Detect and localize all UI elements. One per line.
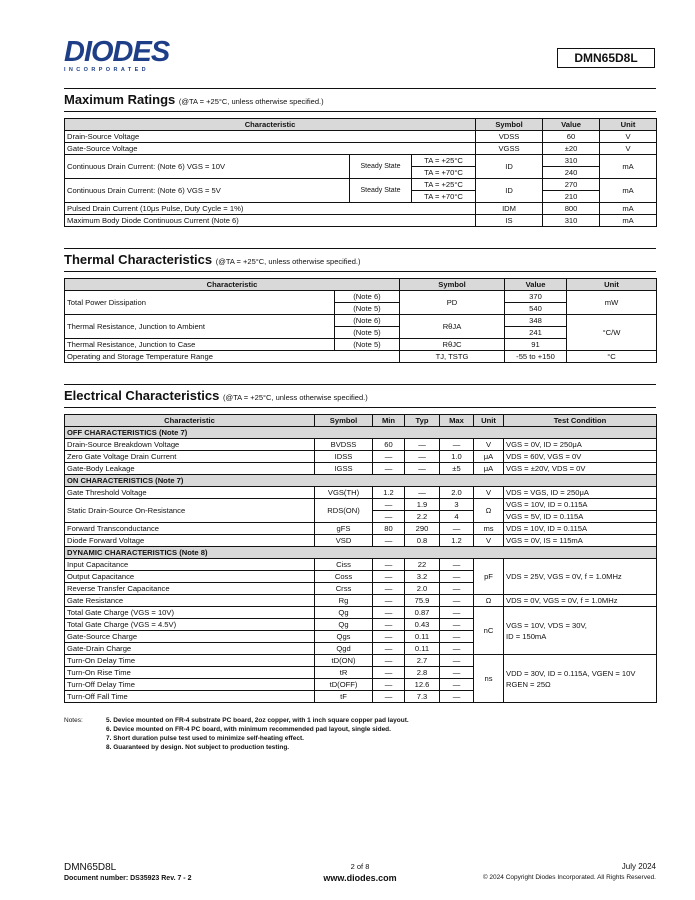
cell-unit: °C/W: [567, 315, 657, 351]
cell-note: (Note 6): [335, 291, 400, 303]
part-number-box: DMN65D8L: [557, 48, 655, 68]
cell-symbol: PD: [400, 291, 505, 315]
table-row: [65, 179, 657, 191]
cell-symbol: VGS(TH): [315, 487, 373, 499]
cell-char: Static Drain-Source On-Resistance: [65, 499, 315, 523]
cell-char: Total Power Dissipation: [65, 291, 335, 315]
cell-state: Steady State: [350, 155, 412, 179]
cell-cond: VDS = 10V, ID = 0.115A: [504, 523, 657, 535]
cell-typ: 0.11: [405, 631, 440, 643]
cell-char: Turn-On Delay Time: [65, 655, 315, 667]
cell-unit: ms: [474, 523, 504, 535]
cell-max: —: [440, 595, 474, 607]
cell-char: Input Capacitance: [65, 559, 315, 571]
cell-unit: °C: [567, 351, 657, 363]
table-row: [65, 595, 657, 607]
cell-char: Diode Forward Voltage: [65, 535, 315, 547]
thermal-condition: (@TA = +25°C, unless otherwise specified.): [215, 257, 361, 266]
section-rule: [64, 384, 656, 385]
table-row: [65, 155, 657, 167]
cell-cond: VDS = 0V, VGS = 0V, f = 1.0MHz: [504, 595, 657, 607]
cell-value: 540: [505, 303, 567, 315]
cell-cond: VDS = VGS, ID = 250μA: [504, 487, 657, 499]
table-row: [65, 131, 657, 143]
cell-min: —: [373, 451, 405, 463]
thermal-table: [64, 278, 657, 363]
cell-cond: VGS = 0V, ID = 250μA: [504, 439, 657, 451]
cell-min: —: [373, 619, 405, 631]
cell-symbol: Qg: [315, 607, 373, 619]
header-min: Min: [373, 415, 405, 427]
table-header-row: [65, 415, 657, 427]
section-title: [64, 252, 656, 272]
header-characteristic: Characteristic: [65, 415, 315, 427]
cell-char: Drain-Source Breakdown Voltage: [65, 439, 315, 451]
cell-char: Forward Transconductance: [65, 523, 315, 535]
cell-unit: μA: [474, 463, 504, 475]
cell-value: 241: [505, 327, 567, 339]
cell-unit: pF: [474, 559, 504, 595]
cell-min: —: [373, 607, 405, 619]
cell-char: Gate Resistance: [65, 595, 315, 607]
cell-temp: TA = +70°C: [412, 191, 476, 203]
note-item: 7. Short duration pulse test used to minimize self-heating effect.: [106, 735, 304, 742]
cell-min: —: [373, 559, 405, 571]
cell-symbol: BVDSS: [315, 439, 373, 451]
cell-min: —: [373, 535, 405, 547]
table-row: [65, 607, 657, 619]
cell-max: —: [440, 607, 474, 619]
cell-unit: V: [600, 143, 657, 155]
cell-typ: 7.3: [405, 691, 440, 703]
cell-char: Thermal Resistance, Junction to Case: [65, 339, 335, 351]
footer-date: July 2024: [621, 862, 656, 871]
cell-typ: —: [405, 463, 440, 475]
cell-min: —: [373, 655, 405, 667]
note-item: 6. Device mounted on FR-4 PC board, with minimum recommended pad layout, single sided.: [106, 726, 391, 733]
cell-typ: 0.43: [405, 619, 440, 631]
cell-min: —: [373, 631, 405, 643]
footer-part-number: DMN65D8L: [64, 862, 117, 873]
cell-unit: mA: [600, 203, 657, 215]
cell-symbol: VGSS: [476, 143, 543, 155]
cell-char: Total Gate Charge (VGS = 10V): [65, 607, 315, 619]
cell-max: —: [440, 571, 474, 583]
cell-typ: 0.11: [405, 643, 440, 655]
header-typ: Typ: [405, 415, 440, 427]
footer-page-number: 2 of 8: [350, 862, 370, 871]
diodes-logo: [64, 38, 184, 73]
cell-min: —: [373, 511, 405, 523]
cell-min: —: [373, 667, 405, 679]
cell-char: Gate-Source Charge: [65, 631, 315, 643]
cell-unit: mA: [600, 155, 657, 179]
cell-typ: 0.8: [405, 535, 440, 547]
cell-char: Gate-Body Leakage: [65, 463, 315, 475]
cond-line: RGEN = 25Ω: [506, 679, 551, 689]
thermal-title: Thermal Characteristics: [64, 252, 213, 267]
cell-unit: V: [474, 439, 504, 451]
cell-symbol: ID: [476, 179, 543, 203]
group-label: DYNAMIC CHARACTERISTICS (Note 8): [65, 547, 657, 559]
cell-min: —: [373, 499, 405, 511]
table-row: [65, 499, 657, 511]
max-ratings-title: Maximum Ratings: [64, 92, 176, 107]
cell-char: Thermal Resistance, Junction to Ambient: [65, 315, 335, 339]
cell-max: ±5: [440, 463, 474, 475]
max-ratings-table: [64, 118, 657, 227]
cell-typ: 290: [405, 523, 440, 535]
max-ratings-section: [64, 88, 656, 227]
cell-symbol: Rg: [315, 595, 373, 607]
logo-subtitle: INCORPORATED: [64, 67, 150, 73]
cell-typ: —: [405, 439, 440, 451]
header-characteristic: Characteristic: [65, 279, 400, 291]
cell-max: —: [440, 559, 474, 571]
section-title: [64, 92, 656, 112]
cell-unit: V: [600, 131, 657, 143]
cell-typ: 75.9: [405, 595, 440, 607]
table-row: [65, 439, 657, 451]
header-symbol: Symbol: [476, 119, 543, 131]
cell-max: 4: [440, 511, 474, 523]
cell-temp: TA = +25°C: [412, 155, 476, 167]
cell-min: 1.2: [373, 487, 405, 499]
cell-typ: 1.9: [405, 499, 440, 511]
cell-max: —: [440, 643, 474, 655]
cell-symbol: IGSS: [315, 463, 373, 475]
cell-typ: 2.0: [405, 583, 440, 595]
cell-unit: Ω: [474, 499, 504, 523]
header-unit: Unit: [600, 119, 657, 131]
cell-max: —: [440, 583, 474, 595]
table-row: [65, 351, 657, 363]
group-label: ON CHARACTERISTICS (Note 7): [65, 475, 657, 487]
cell-char: Gate-Drain Charge: [65, 643, 315, 655]
electrical-section: [64, 384, 656, 703]
table-row: [65, 143, 657, 155]
cell-value: -55 to +150: [505, 351, 567, 363]
cell-char: Reverse Transfer Capacitance: [65, 583, 315, 595]
cell-symbol: IDSS: [315, 451, 373, 463]
cond-line: VGS = 10V, VDS = 30V,: [506, 620, 587, 630]
cell-note: (Note 5): [335, 327, 400, 339]
cell-unit: Ω: [474, 595, 504, 607]
cell-typ: 0.87: [405, 607, 440, 619]
cell-value: 270: [543, 179, 600, 191]
section-title: [64, 388, 656, 408]
cell-cond: [504, 655, 657, 703]
section-rule: [64, 248, 656, 249]
table-row: [65, 523, 657, 535]
cell-value: 370: [505, 291, 567, 303]
table-header-row: [65, 279, 657, 291]
cell-char: Continuous Drain Current: (Note 6) VGS = 5V: [65, 179, 350, 203]
header-symbol: Symbol: [400, 279, 505, 291]
table-row: [65, 291, 657, 303]
cell-symbol: tR: [315, 667, 373, 679]
cell-char: Maximum Body Diode Continuous Current (Note 6): [65, 215, 476, 227]
cond-line: ID = 150mA: [506, 631, 547, 641]
cell-min: —: [373, 463, 405, 475]
cell-cond: VDS = 60V, VGS = 0V: [504, 451, 657, 463]
cell-max: 1.0: [440, 451, 474, 463]
cell-cond: VDS = 25V, VGS = 0V, f = 1.0MHz: [504, 559, 657, 595]
cell-value: 310: [543, 215, 600, 227]
cell-typ: 3.2: [405, 571, 440, 583]
cell-max: 1.2: [440, 535, 474, 547]
cell-symbol: tD(OFF): [315, 679, 373, 691]
cell-unit: mA: [600, 215, 657, 227]
cell-value: 91: [505, 339, 567, 351]
cell-temp: TA = +25°C: [412, 179, 476, 191]
cell-cond: [504, 607, 657, 655]
cell-max: —: [440, 619, 474, 631]
cell-typ: —: [405, 487, 440, 499]
cell-min: —: [373, 571, 405, 583]
cell-char: Total Gate Charge (VGS = 4.5V): [65, 619, 315, 631]
cell-symbol: IDM: [476, 203, 543, 215]
cell-char: Turn-Off Delay Time: [65, 679, 315, 691]
table-row: [65, 487, 657, 499]
cell-cond: VGS = 10V, ID = 0.115A: [504, 499, 657, 511]
cell-max: —: [440, 655, 474, 667]
cell-typ: 2.2: [405, 511, 440, 523]
footer-doc-number: Document number: DS35923 Rev. 7 - 2: [64, 875, 192, 882]
cell-unit: nC: [474, 607, 504, 655]
cell-symbol: VDSS: [476, 131, 543, 143]
header-unit: Unit: [474, 415, 504, 427]
cell-symbol: tF: [315, 691, 373, 703]
electrical-condition: (@TA = +25°C, unless otherwise specified.): [223, 393, 368, 402]
cell-unit: mW: [567, 291, 657, 315]
cell-value: 800: [543, 203, 600, 215]
cell-typ: 22: [405, 559, 440, 571]
cell-unit: V: [474, 535, 504, 547]
cell-cond: VGS = 0V, IS = 115mA: [504, 535, 657, 547]
cell-unit: ns: [474, 655, 504, 703]
group-row: [65, 547, 657, 559]
cell-min: 60: [373, 439, 405, 451]
cell-char: Gate-Source Voltage: [65, 143, 476, 155]
cond-line: VDD = 30V, ID = 0.115A, VGEN = 10V: [506, 668, 636, 678]
cell-char: Turn-Off Fall Time: [65, 691, 315, 703]
notes-list: [106, 716, 409, 752]
page-footer: [64, 862, 656, 890]
cell-min: —: [373, 691, 405, 703]
group-row: [65, 427, 657, 439]
note-item: 5. Device mounted on FR-4 substrate PC board, 2oz copper, with 1 inch square copper pad layout.: [106, 717, 409, 724]
table-header-row: [65, 119, 657, 131]
table-row: [65, 535, 657, 547]
electrical-table: [64, 414, 657, 703]
cell-symbol: IS: [476, 215, 543, 227]
cell-cond: VGS = ±20V, VDS = 0V: [504, 463, 657, 475]
cell-symbol: RDS(ON): [315, 499, 373, 523]
cell-char: Pulsed Drain Current (10μs Pulse, Duty Cycle = 1%): [65, 203, 476, 215]
header-characteristic: Characteristic: [65, 119, 476, 131]
cell-temp: TA = +70°C: [412, 167, 476, 179]
table-row: [65, 463, 657, 475]
cell-max: —: [440, 691, 474, 703]
cell-symbol: gFS: [315, 523, 373, 535]
note-item: 8. Guaranteed by design. Not subject to production testing.: [106, 744, 290, 751]
table-row: [65, 203, 657, 215]
cell-max: 3: [440, 499, 474, 511]
cell-symbol: VSD: [315, 535, 373, 547]
cell-symbol: TJ, TSTG: [400, 351, 505, 363]
cell-min: —: [373, 679, 405, 691]
cell-symbol: RθJA: [400, 315, 505, 339]
cell-value: ±20: [543, 143, 600, 155]
header-unit: Unit: [567, 279, 657, 291]
cell-min: 80: [373, 523, 405, 535]
cell-value: 60: [543, 131, 600, 143]
group-row: [65, 475, 657, 487]
footer-url-link[interactable]: www.diodes.com: [323, 873, 397, 883]
electrical-title: Electrical Characteristics: [64, 388, 220, 403]
notes-label: Notes:: [64, 717, 83, 724]
cell-max: —: [440, 631, 474, 643]
cell-value: 240: [543, 167, 600, 179]
cell-typ: 2.7: [405, 655, 440, 667]
table-row: [65, 215, 657, 227]
cell-min: —: [373, 583, 405, 595]
cell-symbol: Crss: [315, 583, 373, 595]
max-ratings-condition: (@TA = +25°C, unless otherwise specified.): [178, 97, 324, 106]
cell-note: (Note 5): [335, 339, 400, 351]
cell-symbol: Qgd: [315, 643, 373, 655]
cell-note: (Note 5): [335, 303, 400, 315]
cell-note: (Note 6): [335, 315, 400, 327]
cell-typ: 2.8: [405, 667, 440, 679]
cell-min: —: [373, 643, 405, 655]
cell-symbol: Coss: [315, 571, 373, 583]
cell-unit: μA: [474, 451, 504, 463]
cell-char: Drain-Source Voltage: [65, 131, 476, 143]
section-rule: [64, 88, 656, 89]
table-row: [65, 559, 657, 571]
cell-char: Gate Threshold Voltage: [65, 487, 315, 499]
logo-wordmark: DIODES: [64, 36, 170, 68]
cell-symbol: ID: [476, 155, 543, 179]
cell-symbol: RθJC: [400, 339, 505, 351]
cell-typ: 12.6: [405, 679, 440, 691]
cell-symbol: Ciss: [315, 559, 373, 571]
cell-min: —: [373, 595, 405, 607]
table-row: [65, 655, 657, 667]
cell-max: 2.0: [440, 487, 474, 499]
header-max: Max: [440, 415, 474, 427]
cell-char: Operating and Storage Temperature Range: [65, 351, 400, 363]
cell-char: Turn-On Rise Time: [65, 667, 315, 679]
cell-cond: VGS = 5V, ID = 0.115A: [504, 511, 657, 523]
cell-char: Zero Gate Voltage Drain Current: [65, 451, 315, 463]
group-label: OFF CHARACTERISTICS (Note 7): [65, 427, 657, 439]
header-value: Value: [543, 119, 600, 131]
cell-max: —: [440, 679, 474, 691]
header-test-condition: Test Condition: [504, 415, 657, 427]
cell-char: Continuous Drain Current: (Note 6) VGS = 10V: [65, 155, 350, 179]
cell-max: —: [440, 439, 474, 451]
cell-unit: mA: [600, 179, 657, 203]
header-symbol: Symbol: [315, 415, 373, 427]
cell-symbol: tD(ON): [315, 655, 373, 667]
cell-max: —: [440, 523, 474, 535]
cell-value: 310: [543, 155, 600, 167]
cell-char: Output Capacitance: [65, 571, 315, 583]
cell-symbol: Qg: [315, 619, 373, 631]
cell-symbol: Qgs: [315, 631, 373, 643]
cell-value: 348: [505, 315, 567, 327]
footer-copyright: © 2024 Copyright Diodes Incorporated. All Rights Reserved.: [482, 874, 656, 881]
table-row: [65, 451, 657, 463]
cell-state: Steady State: [350, 179, 412, 203]
table-row: [65, 315, 657, 327]
thermal-section: [64, 248, 656, 363]
header-value: Value: [505, 279, 567, 291]
cell-max: —: [440, 667, 474, 679]
cell-typ: —: [405, 451, 440, 463]
cell-value: 210: [543, 191, 600, 203]
cell-unit: V: [474, 487, 504, 499]
